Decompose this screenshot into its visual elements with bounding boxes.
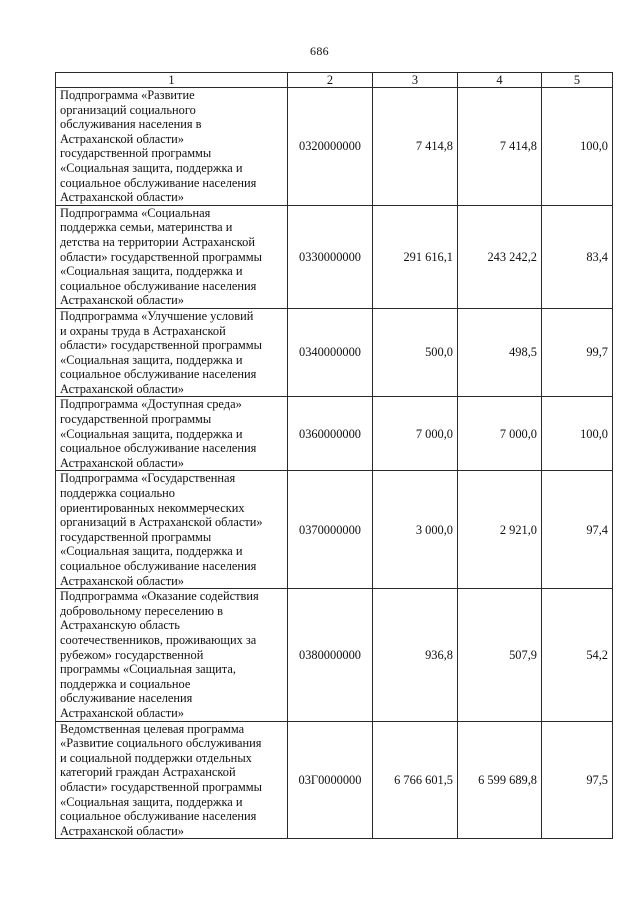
column-5-value: 97,5 bbox=[542, 721, 613, 839]
program-name-line: Астраханской области» bbox=[60, 823, 184, 838]
column-4-value: 7 414,8 bbox=[458, 88, 542, 206]
table-row bbox=[56, 88, 613, 206]
program-name-line: ориентированных некоммерческих bbox=[60, 500, 245, 515]
program-name-cell bbox=[56, 88, 288, 206]
program-name-line: категорий граждан Астраханской bbox=[60, 765, 236, 780]
program-name-line: «Социальная защита, поддержка и bbox=[60, 426, 243, 441]
column-4-value: 7 000,0 bbox=[458, 397, 542, 471]
program-name-line: социальное обслуживание населения bbox=[60, 441, 257, 456]
program-name-line: Астраханской области» bbox=[60, 455, 184, 470]
column-header-1: 1 bbox=[56, 73, 288, 88]
column-3-value: 936,8 bbox=[373, 589, 458, 721]
program-name-line: социальное обслуживание населения bbox=[60, 559, 257, 573]
column-header-4: 4 bbox=[458, 73, 542, 88]
budget-code-cell: 0370000000 bbox=[288, 471, 373, 589]
column-header-5: 5 bbox=[542, 73, 613, 88]
column-4-value: 507,9 bbox=[458, 589, 542, 721]
program-name-line: Подпрограмма «Государственная bbox=[60, 471, 236, 486]
budget-code-cell: 0320000000 bbox=[288, 88, 373, 206]
program-name-line: «Социальная защита, поддержка и bbox=[60, 544, 243, 559]
column-5-value: 97,4 bbox=[542, 471, 613, 589]
table-row bbox=[56, 308, 613, 397]
program-name-line: организаций социального bbox=[60, 102, 196, 117]
column-3-value: 500,0 bbox=[373, 308, 458, 397]
program-name-line: государственной программы bbox=[60, 146, 212, 161]
program-name-cell bbox=[56, 471, 288, 589]
table-row bbox=[56, 205, 613, 308]
program-name-line: «Социальная защита, поддержка и bbox=[60, 794, 243, 809]
program-name-line: области» государственной программы bbox=[60, 779, 262, 794]
program-name-line: социальное обслуживание населения bbox=[60, 175, 257, 190]
budget-code-cell: 0340000000 bbox=[288, 308, 373, 397]
program-name-line: программы «Социальная защита, bbox=[60, 662, 236, 677]
budget-code-cell: 0330000000 bbox=[288, 205, 373, 308]
column-5-value: 54,2 bbox=[542, 589, 613, 721]
program-name-line: соотечественников, проживающих за bbox=[60, 632, 257, 647]
program-name-line: «Социальная защита, поддержка и bbox=[60, 264, 243, 279]
program-name-line: Астраханской области» bbox=[60, 190, 184, 205]
program-name-line: области» государственной программы bbox=[60, 338, 262, 353]
program-name-cell bbox=[56, 589, 288, 721]
report-table bbox=[55, 72, 613, 839]
program-name-line: Подпрограмма «Улучшение условий bbox=[60, 308, 254, 323]
column-3-value: 6 766 601,5 bbox=[373, 721, 458, 839]
program-name-line: поддержка семьи, материнства и bbox=[60, 220, 233, 235]
program-name-line: и социальной поддержки отдельных bbox=[60, 750, 252, 765]
column-3-value: 7 000,0 bbox=[373, 397, 458, 471]
program-name-line: Подпрограмма «Оказание содействия bbox=[60, 589, 259, 604]
column-3-value: 3 000,0 bbox=[373, 471, 458, 589]
budget-code-cell: 0360000000 bbox=[288, 397, 373, 471]
column-4-value: 6 599 689,8 bbox=[458, 721, 542, 839]
column-header-2: 2 bbox=[288, 73, 373, 88]
program-name-line: Подпрограмма «Социальная bbox=[60, 205, 211, 220]
budget-code-cell: 0380000000 bbox=[288, 589, 373, 721]
program-name-line: обслуживания населения в bbox=[60, 117, 202, 132]
table-row bbox=[56, 721, 613, 839]
budget-code-cell: 03Г0000000 bbox=[288, 721, 373, 839]
column-4-value: 498,5 bbox=[458, 308, 542, 397]
program-name-line: рубежом» государственной bbox=[60, 647, 204, 662]
column-4-value: 243 242,2 bbox=[458, 205, 542, 308]
program-name-cell bbox=[56, 397, 288, 471]
program-name-line: и охраны труда в Астраханской bbox=[60, 323, 226, 338]
program-name-line: Подпрограмма «Развитие bbox=[60, 88, 195, 102]
program-name-line: «Развитие социального обслуживания bbox=[60, 736, 262, 751]
program-name-line: поддержка и социальное bbox=[60, 676, 191, 691]
program-name-line: социальное обслуживание населения bbox=[60, 809, 257, 824]
program-name-line: Астраханской области» bbox=[60, 293, 184, 308]
header-row bbox=[56, 73, 613, 88]
program-name-line: «Социальная защита, поддержка и bbox=[60, 160, 243, 175]
program-name-line: Астраханской области» bbox=[60, 573, 184, 588]
program-name-line: Астраханской области» bbox=[60, 131, 184, 146]
program-name-line: государственной программы bbox=[60, 529, 212, 544]
column-5-value: 100,0 bbox=[542, 88, 613, 206]
program-name-line: Астраханской области» bbox=[60, 381, 184, 396]
column-5-value: 83,4 bbox=[542, 205, 613, 308]
program-name-cell bbox=[56, 308, 288, 397]
column-header-3: 3 bbox=[373, 73, 458, 88]
program-name-line: Ведомственная целевая программа bbox=[60, 721, 245, 736]
program-name-line: детства на территории Астраханской bbox=[60, 234, 256, 249]
table-row bbox=[56, 397, 613, 471]
program-name-line: «Социальная защита, поддержка и bbox=[60, 352, 243, 367]
program-name-line: обслуживание населения bbox=[60, 691, 193, 706]
table-row bbox=[56, 471, 613, 589]
program-name-cell bbox=[56, 721, 288, 839]
program-name-line: социальное обслуживание населения bbox=[60, 278, 257, 293]
table-row bbox=[56, 589, 613, 721]
program-name-line: добровольному переселению в bbox=[60, 603, 223, 618]
column-5-value: 99,7 bbox=[542, 308, 613, 397]
program-name-line: Астраханскую область bbox=[60, 618, 180, 633]
program-name-line: организаций в Астраханской области» bbox=[60, 515, 263, 530]
program-name-line: области» государственной программы bbox=[60, 249, 262, 264]
program-name-line: государственной программы bbox=[60, 412, 212, 427]
page-number: 686 bbox=[310, 44, 329, 58]
program-name-line: поддержка социально bbox=[60, 486, 175, 501]
program-name-line: Астраханской области» bbox=[60, 705, 184, 720]
program-name-line: Подпрограмма «Доступная среда» bbox=[60, 397, 242, 412]
column-5-value: 100,0 bbox=[542, 397, 613, 471]
column-4-value: 2 921,0 bbox=[458, 471, 542, 589]
column-3-value: 291 616,1 bbox=[373, 205, 458, 308]
column-3-value: 7 414,8 bbox=[373, 88, 458, 206]
program-name-line: социальное обслуживание населения bbox=[60, 367, 257, 382]
program-name-cell bbox=[56, 205, 288, 308]
